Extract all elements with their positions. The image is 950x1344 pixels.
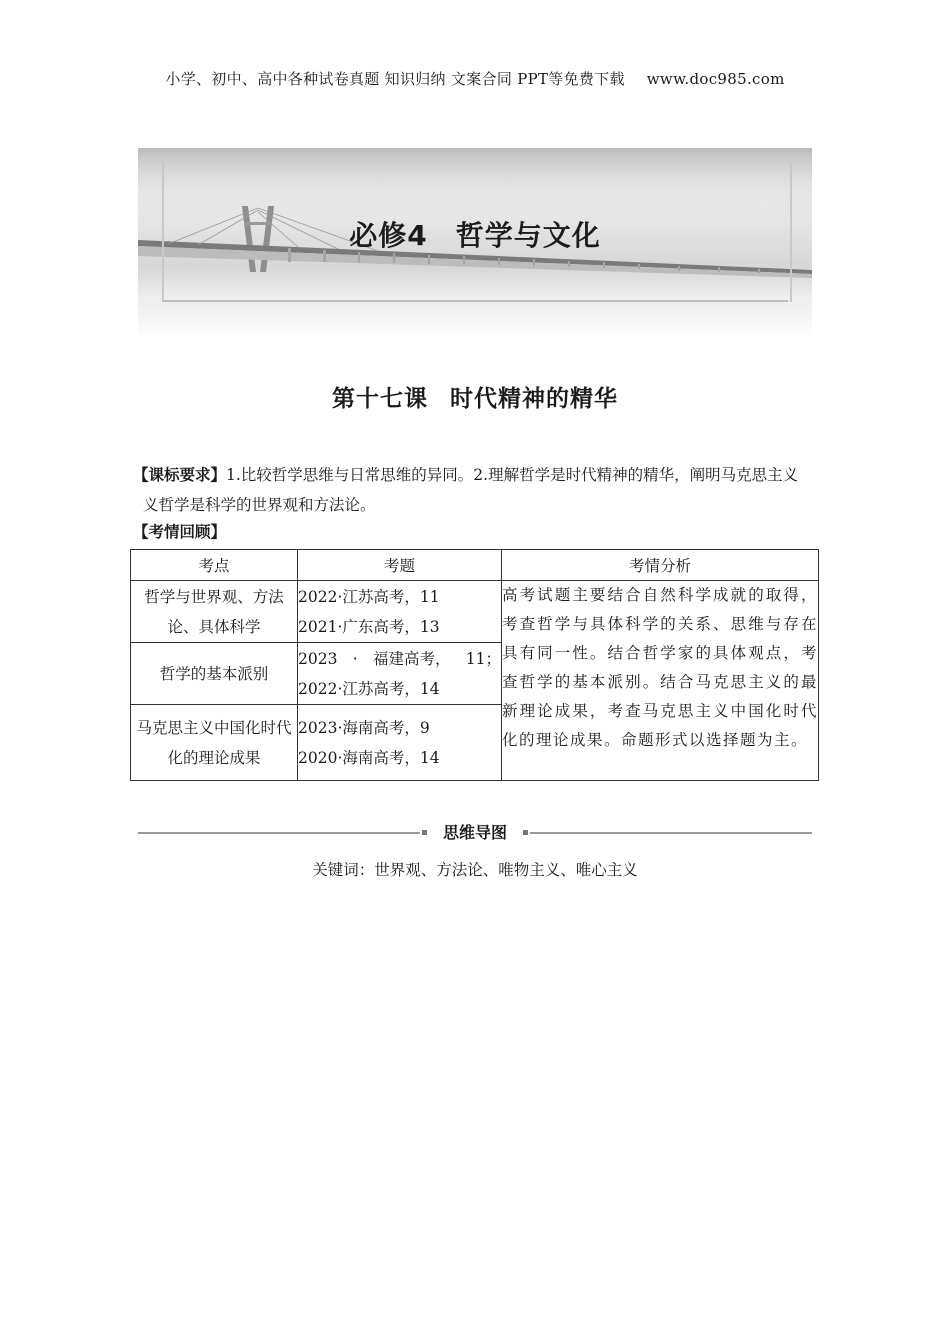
requirements-tag: 【课标要求】: [133, 466, 227, 484]
exam-question: 2020·海南高考，14: [298, 748, 440, 767]
page-header: [0, 68, 950, 89]
exam-questions: [298, 643, 502, 705]
question-token: 11；: [465, 649, 501, 668]
banner-title: [138, 214, 812, 254]
curriculum-requirements: [133, 460, 818, 520]
keywords: 关键词：世界观、方法论、唯物主义、唯心主义: [312, 861, 638, 879]
exam-question: 2021·广东高考，13: [298, 617, 440, 636]
exam-review-table: [130, 549, 819, 781]
lesson-number: 第十七课: [332, 386, 428, 412]
lesson-name: 时代精神的精华: [450, 386, 618, 412]
table-header: 考题: [298, 550, 502, 581]
exam-question-spaced: [298, 644, 501, 674]
mindmap-divider: [138, 822, 812, 844]
exam-question: 2022·江苏高考，14: [298, 679, 440, 698]
table-header-row: [131, 550, 819, 581]
header-site: www.doc985.com: [646, 70, 785, 88]
requirements-line2: 义哲学是科学的世界观和方法论。: [143, 496, 376, 514]
exam-analysis: 高考试题主要结合自然科学成就的取得，考查哲学与具体科学的关系、思维与存在具有同一性。结合哲学家的具体观点，考查哲学的基本派别。结合马克思主义的最新理论成果，考查马克思主义中国化时代化的理论成果。命题形式以选择题为主。: [502, 581, 819, 781]
question-token: ·: [352, 649, 358, 668]
review-tag: 【考情回顾】: [133, 523, 227, 541]
requirements-line1: 1.比较哲学思维与日常思维的异同。2.理解哲学是时代精神的精华，阐明马克思主义: [226, 466, 799, 484]
table-header: 考情分析: [502, 550, 819, 581]
exam-point: 哲学与世界观、方法论、具体科学: [131, 581, 298, 643]
question-token: 福建高考，: [372, 649, 451, 668]
table-header: 考点: [131, 550, 298, 581]
question-token: 2023: [298, 649, 338, 668]
banner-module: 必修4: [349, 219, 428, 252]
exam-questions: [298, 705, 502, 781]
mindmap-label: 思维导图: [442, 823, 507, 842]
lesson-title: [0, 380, 950, 413]
header-text: 小学、初中、高中各种试卷真题 知识归纳 文案合同 PPT等免费下载: [165, 70, 625, 88]
exam-point: 马克思主义中国化时代化的理论成果: [131, 705, 298, 781]
banner-subject: 哲学与文化: [455, 219, 601, 252]
exam-question: 2022·江苏高考，11: [298, 587, 440, 606]
exam-questions: [298, 581, 502, 643]
table-row: [131, 581, 819, 643]
exam-question: 2023·海南高考，9: [298, 718, 430, 737]
exam-point: 哲学的基本派别: [131, 643, 298, 705]
module-banner: [138, 148, 812, 340]
